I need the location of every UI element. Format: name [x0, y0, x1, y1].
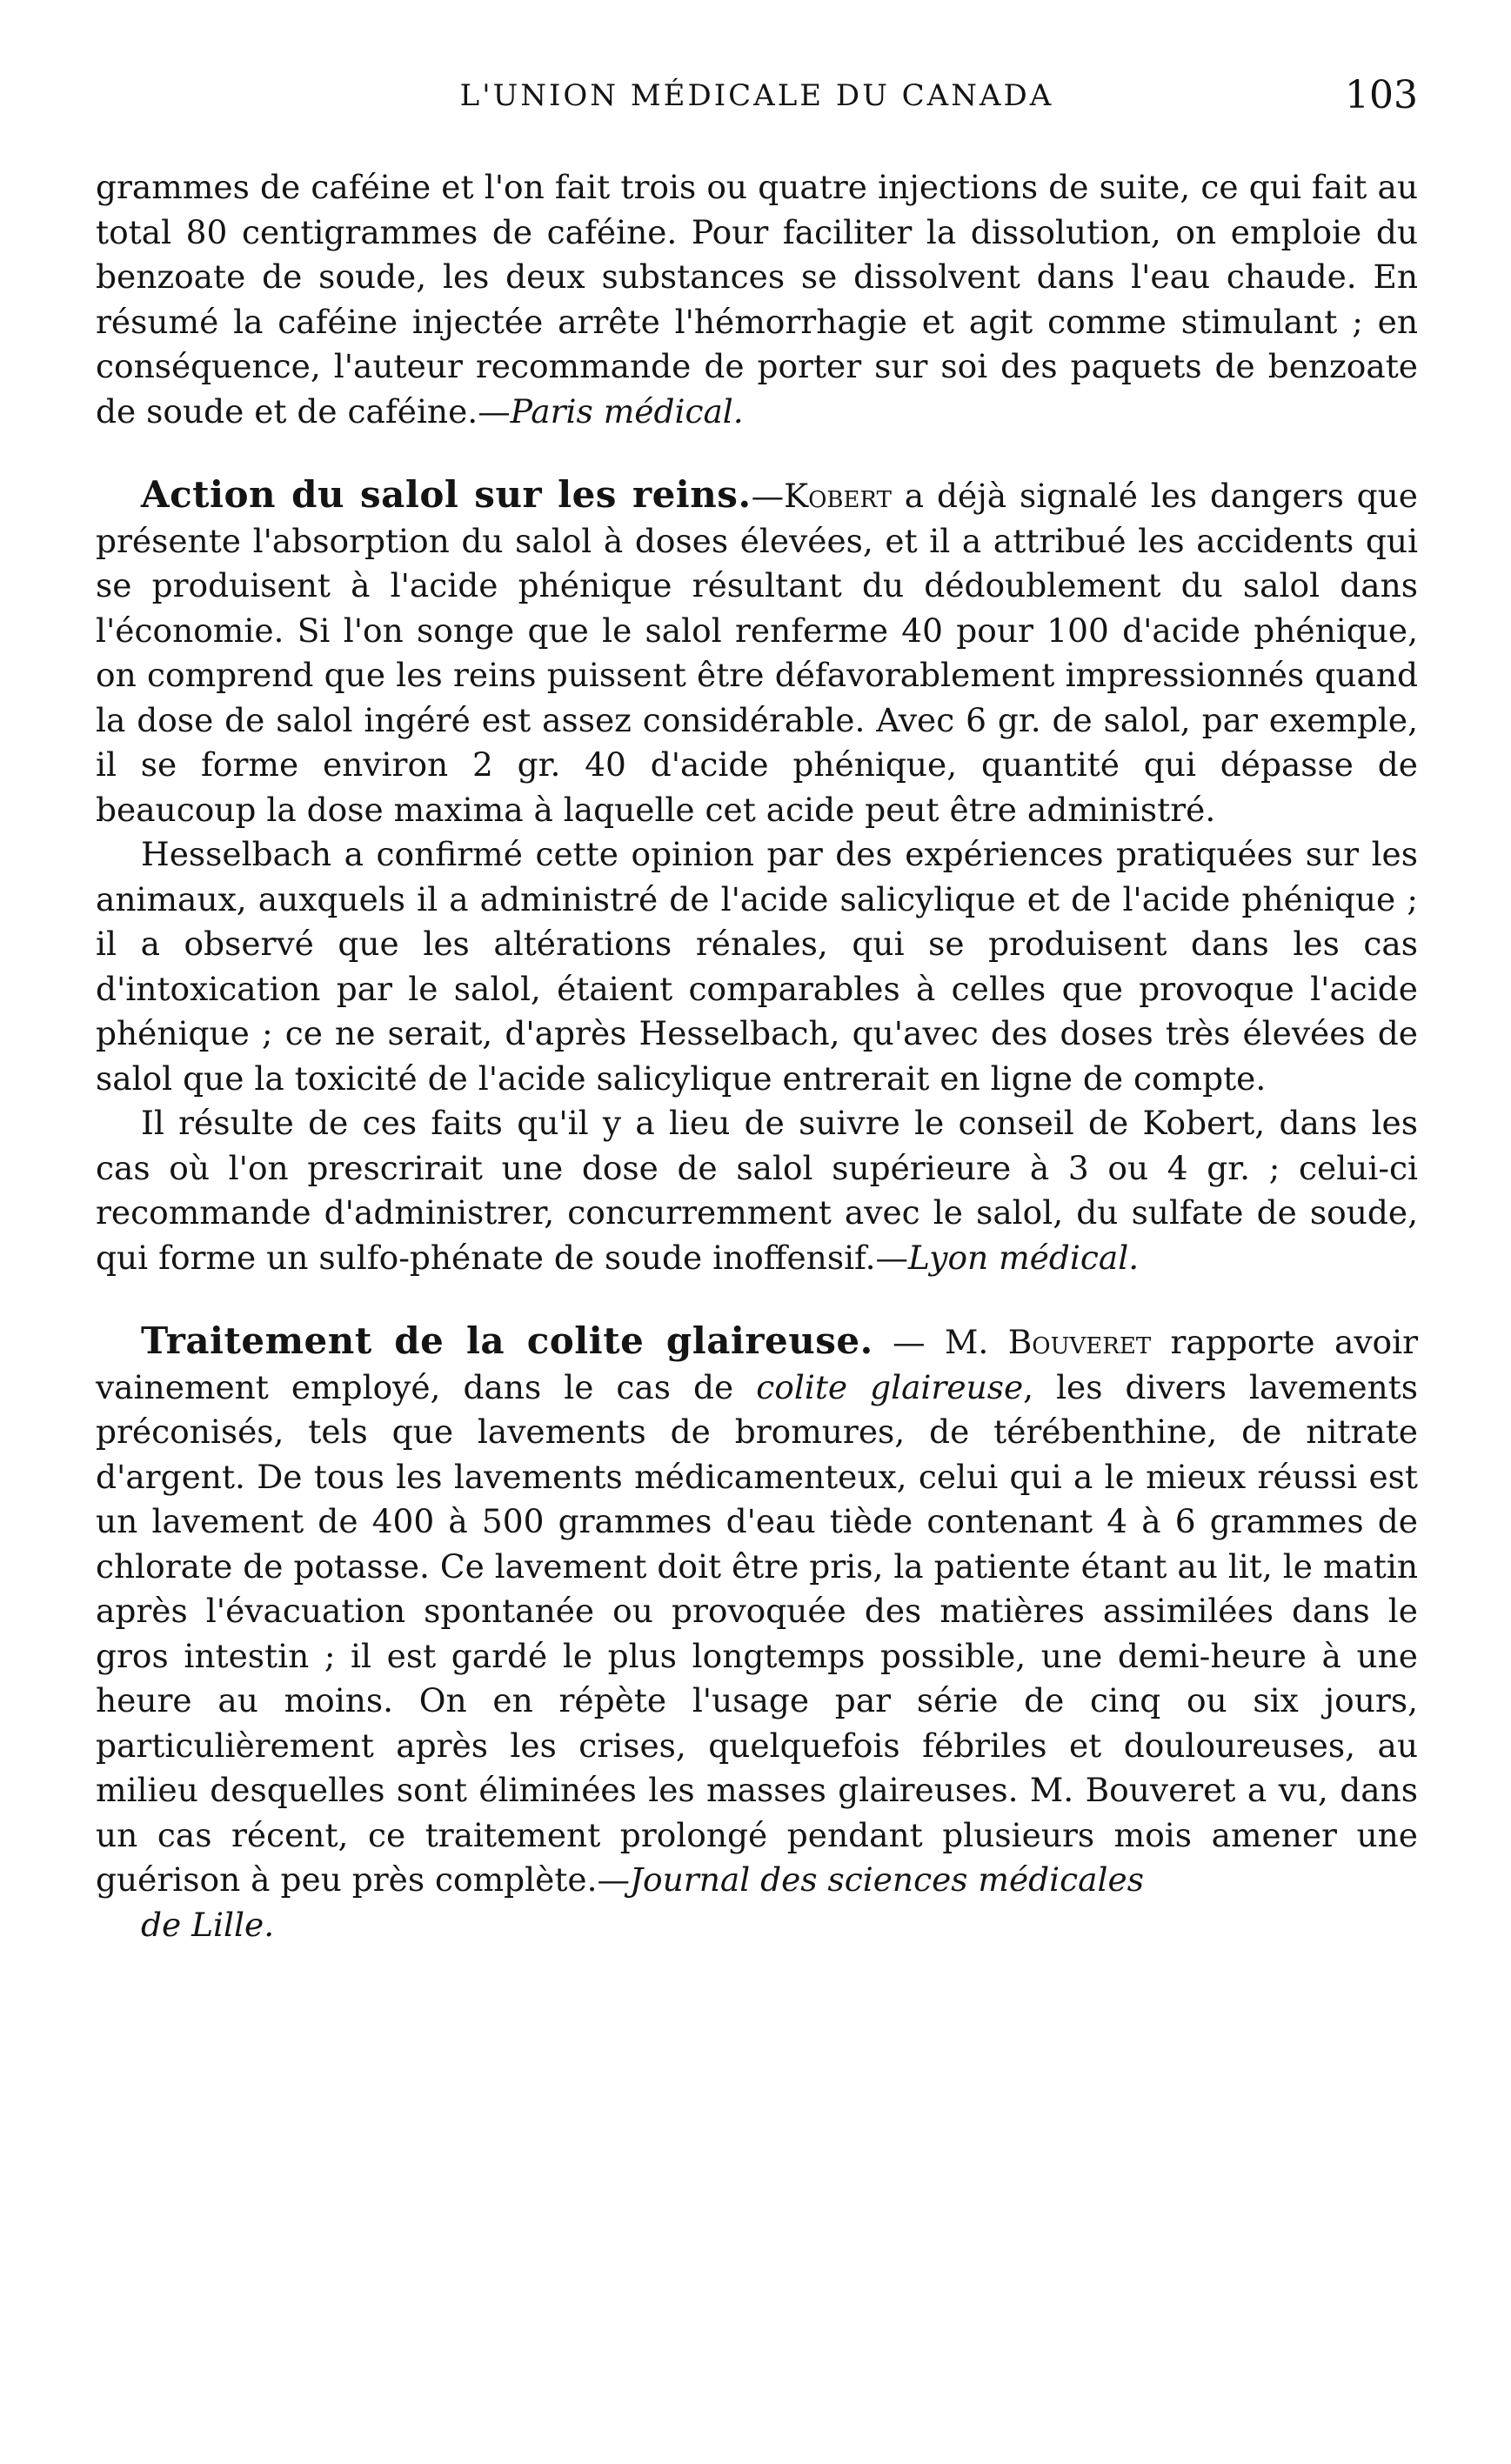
salol-paragraph-1: [96, 472, 1418, 832]
salol-text-3: Il résulte de ces faits qu'il y a lieu de suivre le conseil de Kobert, dans les cas où l'on prescrirait une dose de salol supérieure à 3 ou 4 gr. ; celui-ci recommande d'administrer, concurremment avec le salol, du sulfate de soude, qui forme un sulfo-phénate de soude inoffensif.: [96, 1104, 1418, 1277]
salol-title: Action du salol sur les reins.: [141, 473, 752, 516]
continuation-source: Paris médical.: [510, 391, 744, 431]
colite-italic-phrase: colite glaireuse: [756, 1367, 1024, 1406]
colite-source-line-2: de Lille.: [141, 1905, 275, 1944]
running-head: L'UNION MÉDICALE DU CANADA: [459, 78, 1054, 113]
colite-title-dash: —: [873, 1323, 946, 1361]
salol-text-1: a déjà signalé les dangers que présente l'absorption du salol à doses élevées, et il a attribué les accidents qui se produisent à l'acide phénique résultant du dédoublement du salol dans l'économie. Si l'on songe que le salol renferme 40 pour 100 d'acide phénique, on comprend que les reins puissent être défavorablement impressionnés quand la dose de salol ingéré est assez considérable. Avec 6 gr. de salol, par exemple, il se forme environ 2 gr. 40 d'acide phénique, quantité qui dépasse de beaucoup la dose maxima à laquelle cet acide peut être administré.: [96, 477, 1418, 829]
continuation-paragraph: [96, 165, 1418, 434]
page-header: [96, 73, 1418, 139]
page-number: 103: [1345, 73, 1418, 117]
colite-text-b: , les divers lavements préconisés, tels que lavements de bromures, de térébenthine, de nitrate d'argent. De tous les lavements médicamenteux, celui qui a le mieux réussi est un lavement de 400 à 500 grammes d'eau tiède contenant 4 à 6 grammes de chlorate de potasse. Ce lavement doit être pris, la patiente étant au lit, le matin après l'évacuation spontanée ou provoquée des matières assimilées dans le gros intestin ; il est gardé le plus longtemps possible, une demi-heure à une heure au moins. On en répète l'usage par série de cinq ou six jours, particulièrement après les crises, quelquefois fébriles et douloureuses, au milieu desquelles sont éliminées les masses glaireuses. M. Bouveret a vu, dans un cas récent, ce traitement prolongé pendant plusieurs mois amener une guérison à peu près complète.: [96, 1367, 1418, 1899]
salol-author: Kobert: [784, 477, 892, 515]
journal-page: [96, 73, 1419, 1947]
colite-author: Bouveret: [1007, 1323, 1152, 1361]
colite-article: [96, 1319, 1418, 1947]
salol-source-dash: —: [875, 1238, 909, 1277]
salol-source: Lyon médical.: [908, 1238, 1140, 1277]
continuation-dash: —: [478, 391, 511, 431]
colite-paragraph: [96, 1319, 1418, 1947]
colite-author-prefix: M.: [945, 1323, 1008, 1361]
salol-paragraph-3: [96, 1101, 1418, 1280]
colite-source-dash: —: [597, 1860, 631, 1899]
salol-title-dash: —: [751, 477, 785, 515]
salol-paragraph-2: Hesselbach a confirmé cette opinion par des expériences pratiquées sur les animaux, auxquels il a administré de l'acide salicylique et de l'acide phénique ; il a observé que les altérations rénales, qui se produisent dans les cas d'intoxication par le salol, étaient comparables à celles que provoque l'acide phénique ; ce ne serait, d'après Hesselbach, qu'avec des doses très élevées de salol que la toxicité de l'acide salicylique entrerait en ligne de compte.: [96, 835, 1418, 1098]
colite-source-line-1: Journal des sciences médicales: [630, 1860, 1144, 1899]
continuation-text: grammes de caféine et l'on fait trois ou quatre injections de suite, ce qui fait au total 80 centigrammes de caféine. Pour faciliter la dissolution, on emploie du benzoate de soude, les deux substances se dissolvent dans l'eau chaude. En résumé la caféine injectée arrête l'hémorrhagie et agit comme stimulant ; en conséquence, l'auteur recommande de porter sur soi des paquets de benzoate de soude et de caféine.: [96, 168, 1418, 431]
salol-article: [96, 472, 1418, 1280]
colite-title: Traitement de la colite glaireuse.: [141, 1319, 873, 1362]
colite-text-a: rapporte avoir vainement employé, dans le cas de: [96, 1323, 1419, 1406]
